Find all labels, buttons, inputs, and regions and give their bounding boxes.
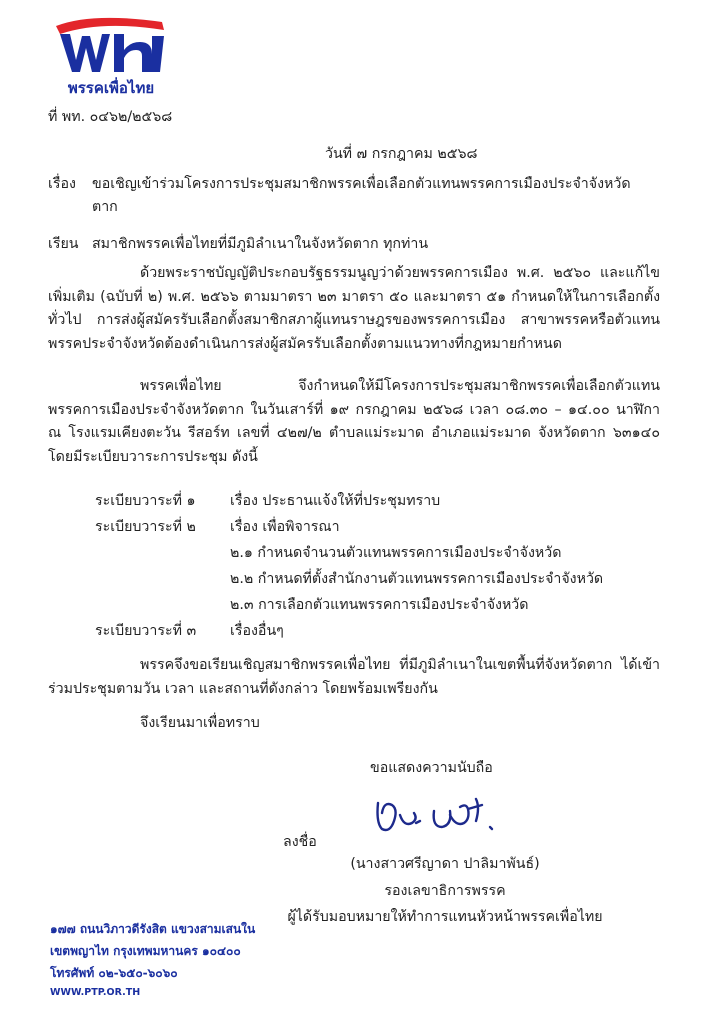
agenda-item-2-topic: เรื่อง เพื่อพิจารณา bbox=[230, 519, 340, 535]
signatory-position: รองเลขาธิการพรรค bbox=[384, 883, 506, 899]
agenda-item-1-topic: เรื่อง ประธานแจ้งให้ที่ประชุมทราบ bbox=[230, 493, 441, 509]
footer-address-2: เขตพญาไท กรุงเทพมหานคร ๑๐๔๐๐ bbox=[50, 944, 241, 958]
agenda-item-3-label: ระเบียบวาระที่ ๓ bbox=[95, 623, 197, 639]
closing-line: จึงเรียนมาเพื่อทราบ bbox=[140, 715, 260, 731]
addressee-value: สมาชิกพรรคเพื่อไทยที่มีภูมิลำเนาในจังหวัดตาก ทุกท่าน bbox=[92, 236, 429, 252]
sign-label: ลงชื่อ bbox=[283, 834, 317, 850]
agenda-sub-item: ๒.๓ การเลือกตัวแทนพรรคการเมืองประจำจังหวัด bbox=[230, 597, 529, 613]
addressee-label: เรียน bbox=[48, 236, 79, 252]
logo-text: พรรคเพื่อไทย bbox=[67, 79, 155, 97]
document-number: ที่ พท. ๐๔๖๒/๒๕๖๘ bbox=[48, 109, 173, 125]
agenda-sub-item: ๒.๑ กำหนดจำนวนตัวแทนพรรคการเมืองประจำจังหวัด bbox=[230, 545, 562, 561]
subject-line-2: ตาก bbox=[92, 199, 118, 215]
agenda-item-2-label: ระเบียบวาระที่ ๒ bbox=[95, 519, 196, 535]
footer-phone: โทรศัพท์ ๐๒-๖๕๐-๖๐๖๐ bbox=[50, 966, 178, 980]
signatory-authority: ผู้ได้รับมอบหมายให้ทำการแทนหัวหน้าพรรคเพื่อไทย bbox=[287, 909, 603, 925]
body-paragraph-3 bbox=[48, 654, 660, 701]
body-paragraph-2-text: พรรคเพื่อไทย จึงกำหนดให้มีโครงการประชุมสมาชิกพรรคเพื่อเลือกตัวแทนพรรคการเมืองประจำจังหวัดตาก ในวันเสาร์ที่ ๑๙ กรกฎาคม ๒๕๖๘ เวลา ๐๘.๓๐ – ๑๔.๐๐ นาฬิกา ณ โรงแรมเคียงตะวัน รีสอร์ท เลขที่ ๔๒๗/๒ ตำบลแม่ระมาด อำเภอแม่ระมาด จังหวัดตาก ๖๓๑๔๐ โดยมีระเบียบวาระการประชุม ดังนี้ bbox=[48, 378, 660, 465]
party-logo-mark bbox=[52, 16, 170, 76]
party-logo bbox=[52, 16, 176, 98]
subject-label: เรื่อง bbox=[48, 176, 76, 192]
agenda-item-3-topic: เรื่องอื่นๆ bbox=[230, 623, 284, 639]
body-paragraph-1 bbox=[48, 262, 660, 356]
complimentary-close: ขอแสดงความนับถือ bbox=[370, 760, 493, 776]
footer-website-link[interactable]: WWW.PTP.OR.TH bbox=[50, 987, 141, 998]
body-paragraph-1-text: ด้วยพระราชบัญญัติประกอบรัฐธรรมนูญว่าด้วยพรรคการเมือง พ.ศ. ๒๕๖๐ และแก้ไขเพิ่มเติม (ฉบับที่ ๒) พ.ศ. ๒๕๖๖ ตามมาตรา ๒๓ มาตรา ๕๐ และมาตรา ๕๑ กำหนดให้ในการเลือกตั้งทั่วไป การส่งผู้สมัครรับเลือกตั้งสมาชิกสภาผู้แทนราษฎรของพรรคการเมือง สาขาพรรคหรือตัวแทนพรรคประจำจังหวัดต้องดำเนินการส่งผู้สมัครรับเลือกตั้งตามแนวทางที่กฎหมายกำหนด bbox=[48, 265, 660, 352]
agenda-sub-item: ๒.๒ กำหนดที่ตั้งสำนักงานตัวแทนพรรคการเมืองประจำจังหวัด bbox=[230, 571, 604, 587]
handwritten-signature bbox=[372, 793, 502, 847]
document-date: วันที่ ๗ กรกฎาคม ๒๕๖๘ bbox=[325, 146, 478, 162]
body-paragraph-2 bbox=[48, 375, 660, 469]
signatory-name: (นางสาวศรีญาดา ปาลิมาพันธ์) bbox=[350, 856, 540, 872]
agenda-item-1-label: ระเบียบวาระที่ ๑ bbox=[95, 493, 196, 509]
footer-address-1: ๑๗๗ ถนนวิภาวดีรังสิต แขวงสามเสนใน bbox=[50, 922, 256, 936]
body-paragraph-3-text: พรรคจึงขอเรียนเชิญสมาชิกพรรคเพื่อไทย ที่มีภูมิลำเนาในเขตพื้นที่จังหวัดตาก ได้เข้าร่วมประชุมตามวัน เวลา และสถานที่ดังกล่าว โดยพร้อมเพรียงกัน bbox=[48, 657, 660, 697]
subject-line-1: ขอเชิญเข้าร่วมโครงการประชุมสมาชิกพรรคเพื่อเลือกตัวแทนพรรคการเมืองประจำจังหวัด bbox=[92, 176, 631, 192]
